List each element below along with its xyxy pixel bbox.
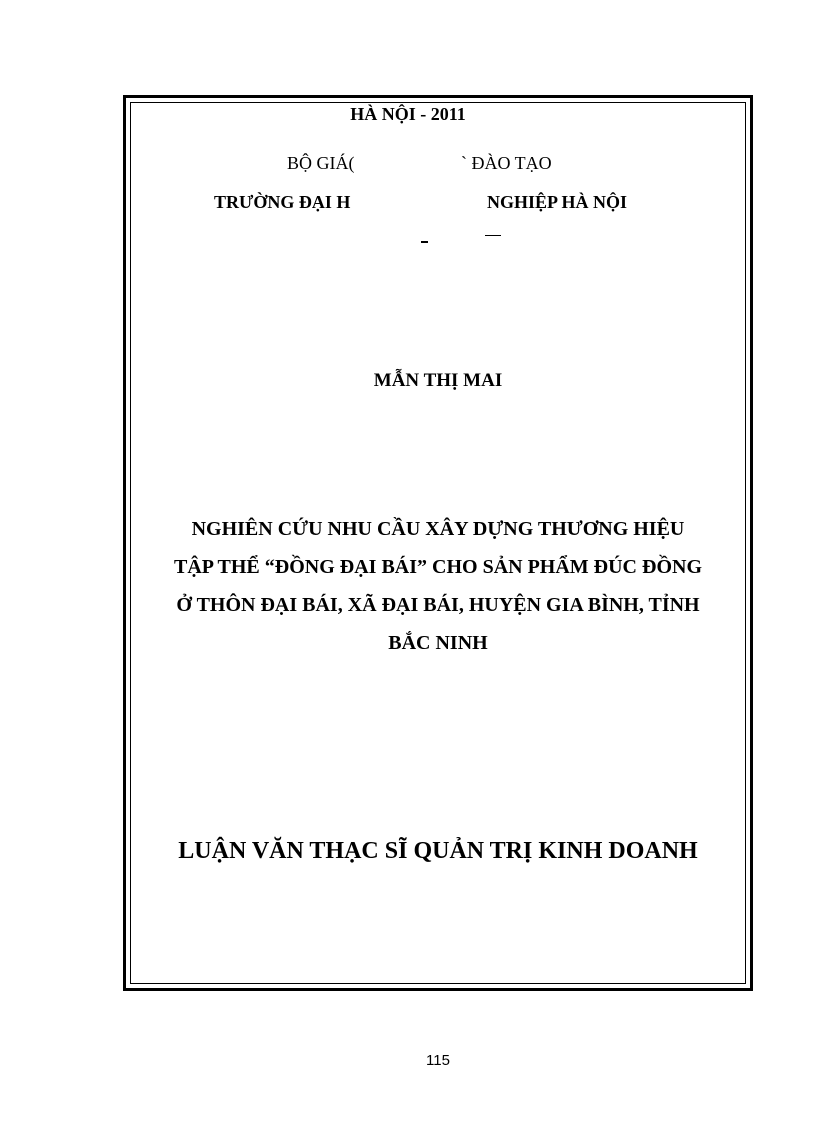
- ministry-name-right: ` ĐÀO TẠO: [461, 153, 552, 173]
- university-name-left: TRƯỜNG ĐẠI H: [214, 192, 351, 212]
- thesis-title: [128, 510, 748, 662]
- page-number: 115: [426, 1052, 450, 1069]
- thesis-title-line: TẬP THỂ “ĐỒNG ĐẠI BÁI” CHO SẢN PHẨM ĐÚC ĐỒNG: [174, 556, 702, 578]
- ministry-name-left: BỘ GIÁ(: [287, 153, 355, 173]
- place-year: HÀ NỘI - 2011: [350, 104, 466, 124]
- thesis-title-line: Ở THÔN ĐẠI BÁI, XÃ ĐẠI BÁI, HUYỆN GIA BÌNH, TỈNH: [176, 594, 700, 616]
- degree-type: LUẬN VĂN THẠC SĨ QUẢN TRỊ KINH DOANH: [178, 838, 698, 864]
- thesis-title-line: NGHIÊN CỨU NHU CẦU XÂY DỰNG THƯƠNG HIỆU: [191, 518, 685, 540]
- author-name: MẪN THỊ MAI: [373, 370, 503, 391]
- university-name-right: NGHIỆP HÀ NỘI: [487, 192, 628, 212]
- thesis-title-line: BẮC NINH: [388, 632, 488, 654]
- header-rule-fragment-left: [421, 241, 428, 243]
- header-rule-fragment-right: [485, 235, 501, 236]
